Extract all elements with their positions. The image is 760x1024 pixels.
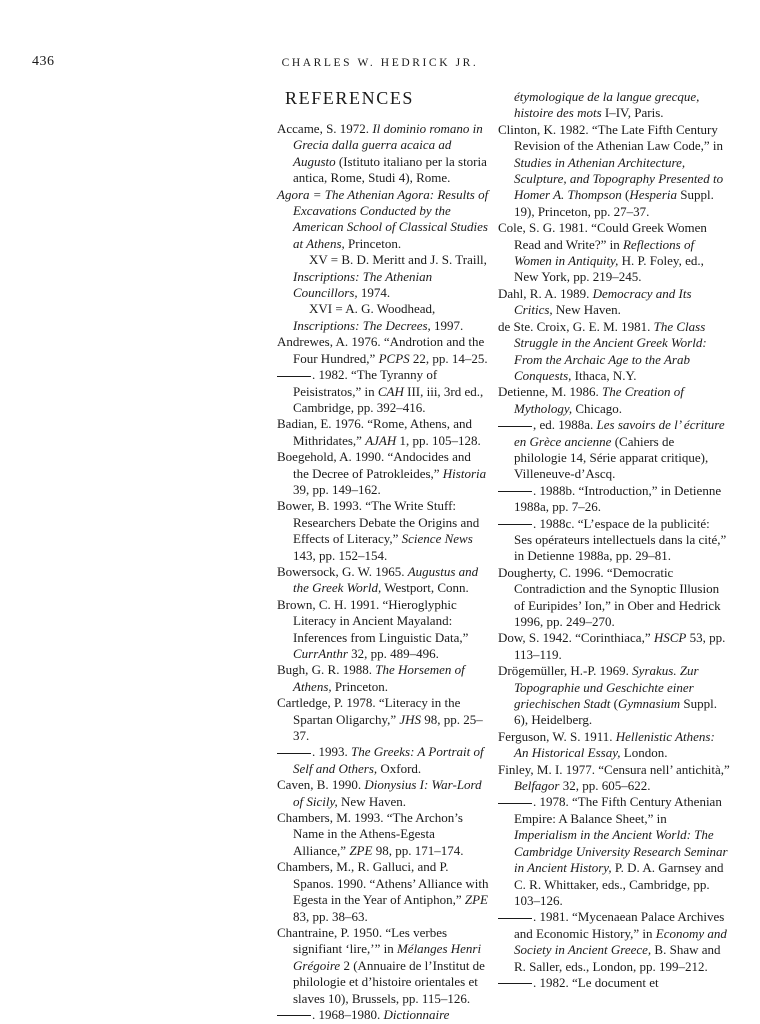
reference-entry [498,122,730,220]
reference-title: JHS [399,711,422,727]
reference-text: Chantraine, P. 1950. “Les verbes signifiant ‘lire,’” in [277,924,448,957]
reference-text: (Cahiers de philologie 14, Série apparat critique), Villeneuve-d’Ascq. [514,433,709,482]
reference-title: Inscriptions: The Athenian Councillors, [293,268,433,301]
reference-entry [498,220,730,286]
reference-text: . 1982. “The Tyranny of Peisistratos,” in [293,367,438,399]
reference-title: ZPE [464,892,488,908]
reference-title: PCPS [378,350,410,366]
reference-text: 1, pp. 105–128. [396,432,481,448]
reference-text: Detienne, M. 1986. [498,384,602,400]
reference-text: . 1988c. “L’espace de la publicité: Ses opérateurs intellectuels dans la cité,” in Detienne 1988a, pp. 29–81. [514,515,727,564]
reference-text: Bugh, G. R. 1988. [277,662,376,678]
reference-title: Hellenistic Athens: An Historical Essay, [514,728,715,761]
reference-text: , ed. 1988a. [533,417,597,433]
reference-text: Brown, C. H. 1991. “Hieroglyphic Literacy in Ancient Mayaland: Inferences from Linguistic Data,” [277,596,469,645]
same-author-dash [498,524,532,525]
same-author-dash [498,918,532,919]
reference-text: . 1993. [312,744,351,760]
reference-entry [277,252,489,301]
reference-text: 98, pp. 25–37. [293,711,483,744]
reference-text: 22, pp. 14–25. [409,350,488,366]
reference-entry [498,794,730,909]
reference-text: Bowersock, G. W. 1965. [277,563,408,579]
reference-title: ZPE [349,842,373,858]
reference-title: Agora = The Athenian Agora: Results of Excavations Conducted by the American School of Classical Studies at Athens, [277,186,489,251]
reference-text: Cole, S. G. 1981. “Could Greek Women Read and Write?” in [498,220,707,252]
reference-title: The Creation of Mythology, [514,384,684,416]
same-author-dash [498,803,532,804]
reference-entry [498,89,730,122]
same-author-dash [277,753,311,754]
reference-entry [277,777,489,810]
reference-entry [277,367,489,416]
reference-text: XVI = A. G. Woodhead, [309,301,436,317]
reference-title: Dionysius I: War-Lord of Sicily, [293,777,482,809]
reference-text: Ferguson, W. S. 1911. [498,728,616,744]
reference-title: The Greeks: A Portrait of Self and Others, [293,744,484,776]
reference-title: Science News [401,531,473,547]
reference-entry [277,810,489,859]
reference-entry [277,662,489,695]
reference-entry [277,301,489,334]
reference-entry [277,597,489,663]
reference-entry [498,909,730,975]
reference-text: ( [621,187,630,203]
reference-entry [277,744,489,777]
reference-entry [498,417,730,483]
page-number: 436 [32,54,55,69]
reference-entry [277,334,489,367]
reference-text: ( [610,696,618,712]
reference-text: Suppl. 19), Princeton, pp. 27–37. [514,187,714,219]
reference-text: Suppl. 6), Heidelberg. [514,696,717,728]
reference-entry [498,286,730,319]
reference-text: B. Shaw and R. Saller, eds., London, pp. 199–212. [514,942,721,974]
reference-text: Dahl, R. A. 1989. [498,285,593,301]
reference-title: Les savoirs de l’ écriture en Grèce ancienne [514,417,725,449]
reference-title: Reflections of Women in Antiquity, [514,236,695,269]
reference-text: 32, pp. 605–622. [559,778,651,794]
reference-title: Dictionnaire [383,1006,450,1022]
reference-title: Economy and Society in Ancient Greece, [514,925,727,958]
reference-entry [277,695,489,744]
reference-text: Oxford. [377,760,422,776]
reference-entry [498,565,730,631]
reference-text: . 1968–1980. [312,1006,384,1022]
reference-text: 98, pp. 171–174. [372,842,464,858]
reference-text: 143, pp. 152–154. [293,547,388,563]
reference-entry [498,483,730,516]
reference-text: Drögemüller, H.-P. 1969. [498,663,633,679]
reference-entry [498,729,730,762]
reference-title: Inscriptions: The Decrees, [293,317,431,333]
reference-text: Chicago. [572,400,622,416]
reference-text: 53, pp. 113–119. [514,630,726,662]
reference-text: 2 (Annuaire de l’Institut de philologie et d’histoire orientales et slaves 10), Brussels, pp. 115–126. [293,957,485,1006]
reference-text: Andrewes, A. 1976. “Androtion and the Four Hundred,” [277,334,485,366]
running-head: CHARLES W. HEDRICK JR. [281,57,479,69]
reference-entry [498,319,730,385]
reference-entry [498,630,730,663]
reference-entry [498,384,730,417]
reference-text: Badian, E. 1976. “Rome, Athens, and Mithridates,” [277,416,472,448]
same-author-dash [277,1015,311,1016]
reference-entry [277,121,489,187]
reference-text: Bower, B. 1993. “The Write Stuff: Researchers Debate the Origins and Effects of Literacy,” [277,498,480,547]
reference-entry [277,498,489,564]
reference-text: P. D. A. Garnsey and C. R. Whittaker, eds., Cambridge, pp. 103–126. [514,860,724,908]
reference-text: 39, pp. 149–162. [293,481,381,497]
reference-title: CAH [377,383,404,399]
reference-title: Syrakus. Zur Topographie und Geschichte einer griechischen Stadt [514,663,699,712]
references-left-column [277,121,489,1023]
reference-text: 1997. [430,317,464,333]
reference-entry [498,975,730,991]
reference-title: CurrAnthr [293,646,348,661]
reference-text: . 1982. “Le document et [533,974,659,990]
reference-text: Dougherty, C. 1996. “Democratic Contradiction and the Synoptic Illusion of Euripides’ Ion,” in Ober and Hedrick 1996, pp. 249–270. [498,564,721,629]
reference-text: Westport, Conn. [381,580,469,596]
section-title: REFERENCES [285,88,415,108]
reference-title: The Horsemen of Athens, [293,662,465,694]
reference-text: Accame, S. 1972. [277,121,373,136]
reference-text: Clinton, K. 1982. “The Late Fifth Century Revision of the Athenian Law Code,” in [498,121,724,154]
reference-entry [277,859,489,925]
reference-title: étymologique de la langue grecque, histoire des mots [514,89,700,121]
reference-text: III, iii, 3rd ed., Cambridge, pp. 392–416. [293,383,484,415]
reference-entry [277,564,489,597]
reference-text: I–IV, Paris. [601,105,664,121]
reference-text: Dow, S. 1942. “Corinthiaca,” [498,630,654,646]
reference-title: Democracy and Its Critics, [514,285,692,318]
reference-text: . 1988b. “Introduction,” in Detienne 1988a, pp. 7–26. [514,482,722,515]
reference-title: Augustus and the Greek World, [293,563,479,596]
reference-text: London. [620,745,668,761]
reference-entry [277,449,489,498]
reference-text: Princeton. [331,678,388,694]
reference-title: AJAH [365,432,397,448]
reference-title: Mélanges Henri Grégoire [293,941,482,973]
reference-text: . 1978. “The Fifth Century Athenian Empire: A Balance Sheet,” in [514,794,722,826]
reference-text: 32, pp. 489–496. [347,646,439,661]
reference-title: Studies in Athenian Architecture, Sculpture, and Topography Presented to Homer A. Thompson [514,154,724,203]
reference-entry [277,925,489,1007]
same-author-dash [498,491,532,492]
reference-text: New Haven. [552,302,621,318]
reference-text: Finley, M. I. 1977. “Censura nell’ antichità,” [498,761,730,777]
reference-text: 1974. [357,285,391,301]
reference-entry [277,187,489,253]
reference-text: XV = B. D. Meritt and J. S. Traill, [309,252,487,268]
same-author-dash [277,376,311,377]
reference-text: Boegehold, A. 1990. “Andocides and the Decree of Patrokleides,” [277,449,471,481]
reference-entry [498,663,730,729]
reference-text: Chambers, M. 1993. “The Archon’s Name in the Athens-Egesta Alliance,” [277,810,463,858]
reference-text: 83, pp. 38–63. [293,908,368,924]
reference-title: The Class Struggle in the Ancient Greek World: From the Archaic Age to the Arab Conquests, [514,318,707,383]
reference-text: Princeton. [344,235,402,251]
reference-text: Caven, B. 1990. [277,777,365,793]
reference-title: Historia [442,465,487,481]
reference-text: New Haven. [337,793,407,809]
references-right-column [498,89,730,991]
same-author-dash [498,426,532,427]
reference-text: (Istituto italiano per la storia antica, Rome, Studi 4), Rome. [293,153,487,186]
reference-text: de Ste. Croix, G. E. M. 1981. [498,318,654,334]
reference-entry [277,416,489,449]
reference-text: Chambers, M., R. Galluci, and P. Spanos. 1990. “Athens’ Alliance with Egesta in the Year of Antiphon,” [277,859,489,908]
reference-title: HSCP [653,630,687,646]
reference-text: Cartledge, P. 1978. “Literacy in the Spartan Oligarchy,” [277,695,461,727]
reference-title: Belfagor [514,778,560,794]
reference-entry [277,1007,489,1023]
reference-text: H. P. Foley, ed., New York, pp. 219–245. [514,253,704,285]
reference-entry [498,516,730,565]
reference-title: Hesperia [629,187,678,203]
reference-title: Il dominio romano in Grecia dalla guerra acaica ad Augusto [293,121,483,169]
reference-title: Gymnasium [618,696,681,712]
reference-title: Imperialism in the Ancient World: The Cambridge University Research Seminar in Ancient History, [514,827,728,876]
reference-text: . 1981. “Mycenaean Palace Archives and Economic History,” in [514,909,725,941]
reference-entry [498,762,730,795]
same-author-dash [498,983,532,984]
reference-text: Ithaca, N.Y. [571,367,637,383]
